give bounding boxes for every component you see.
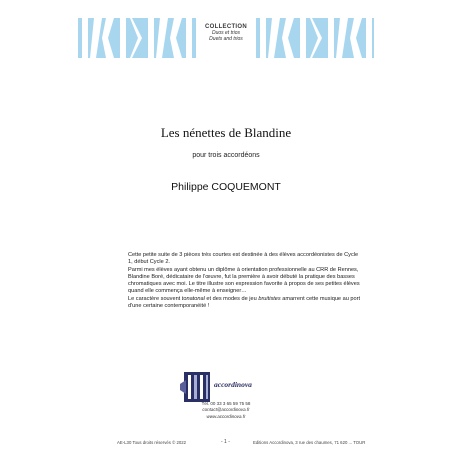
- collection-label: COLLECTION: [205, 24, 247, 30]
- description-paragraph: Cette petite suite de 3 pièces très courtes est destinée à des élèves accordéonistes de Cycle 1, début Cycle 2.: [128, 252, 359, 266]
- composer-name: Philippe COQUEMONT: [171, 181, 281, 193]
- collection-banner: [78, 18, 374, 58]
- publisher-contact: [0, 401, 452, 420]
- series-french: Duos et trios: [211, 30, 241, 36]
- collection-label-box: [196, 18, 256, 58]
- email-address[interactable]: contact@accordinova.fr: [202, 407, 250, 413]
- series-english: Duets and trios: [209, 36, 243, 42]
- description-paragraph: Parmi mes élèves ayant obtenu un diplôme à orientation professionnelle au CRR de Rennes, Blandine Boré, dédicataire de l'œuvre, fut la première à avoir débuté la pratique des basses chromatiques avec moi. Le titre illustre son expression favorite à propos de ses petites élèves quand elle commença elle-même à enseigner…: [128, 266, 360, 295]
- page-number: - 1 -: [221, 439, 230, 445]
- description-paragraph: Le caractère souvent tonatonal et des modes de jeu bruitistes amarrent cette musique au port d'une certaine contemporanéité !: [128, 295, 361, 310]
- publisher-logo: [180, 370, 276, 404]
- publisher-logo-text: accordinova: [214, 380, 252, 389]
- website-link[interactable]: www.accordinova.fr: [206, 413, 246, 419]
- piece-title: Les nénettes de Blandine: [160, 125, 292, 140]
- phone-number: Tél. 00 33 3 65 59 75 58: [201, 401, 251, 406]
- footer-copyright: AE-L30 Tous droits réservés © 2022: [117, 440, 187, 445]
- instrumentation: pour trois accordéons: [192, 152, 260, 159]
- page-footer: [0, 440, 452, 448]
- footer-publisher-address: Editions Accordinova, 3 rue des chaumes, 71 620 ... TOUR: [253, 440, 366, 445]
- accordion-logo-icon: [180, 370, 216, 404]
- description-text: [128, 252, 360, 310]
